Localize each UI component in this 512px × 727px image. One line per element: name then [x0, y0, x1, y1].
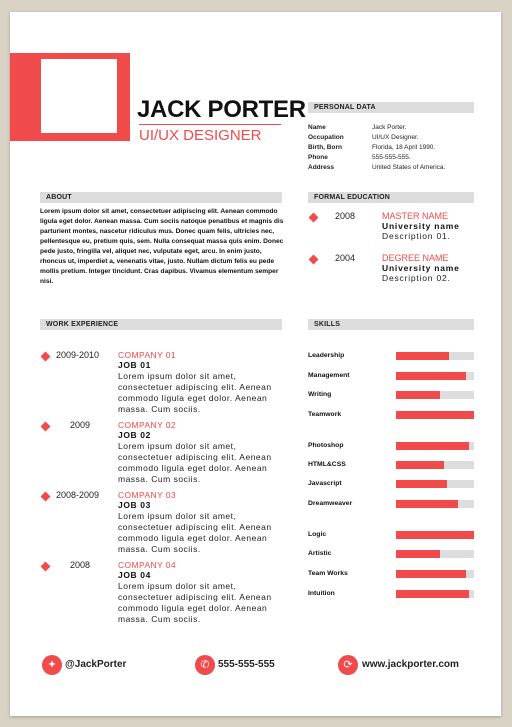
education-year: 2004: [335, 253, 356, 263]
skill-bar-track: [396, 442, 474, 450]
work-description: Lorem ipsum dolor sit amet, consectetuer adipiscing elit. Aenean commodo ligula eget dolor. Aenean massa. Cum sociis.: [118, 581, 272, 624]
skill-label: Logic: [308, 531, 327, 538]
work-job-title: JOB 03: [118, 500, 151, 510]
skill-bar-track: [396, 570, 474, 578]
work-company: COMPANY 01: [118, 350, 177, 360]
skills-heading: SKILLS: [308, 319, 474, 330]
skill-bar-fill: [396, 391, 440, 399]
skill-bar-track: [396, 550, 474, 558]
work-bullet: [41, 492, 51, 502]
skill-bar-fill: [396, 480, 447, 488]
skill-bar-fill: [396, 500, 458, 508]
skill-bar-fill: [396, 531, 474, 539]
skill-bar-fill: [396, 590, 469, 598]
education-university: University name: [382, 263, 460, 273]
education-description: Description 01.: [382, 231, 451, 241]
work-year: 2008: [70, 560, 91, 570]
phone-icon: ✆: [195, 655, 215, 675]
work-bullet: [41, 562, 51, 572]
personal-data-row: [308, 125, 406, 132]
skill-bar-track: [396, 590, 474, 598]
work-bullet: [41, 352, 51, 362]
personal-data-key: Address: [308, 164, 335, 171]
education-year: 2008: [335, 211, 356, 221]
education-title: DEGREE NAME: [382, 253, 449, 263]
education-heading: FORMAL EDUCATION: [308, 192, 474, 203]
skill-bar-track: [396, 461, 474, 469]
skill-label: Artistic: [308, 550, 332, 557]
skill-label: Teamwork: [308, 411, 342, 418]
title-divider: [139, 124, 281, 125]
education-bullet: [309, 213, 319, 223]
web-icon: ⟳: [338, 655, 358, 675]
skill-label: Writing: [308, 391, 332, 398]
skill-bar-track: [396, 480, 474, 488]
personal-data-key: Phone: [308, 154, 328, 161]
skill-bar-track: [396, 411, 474, 419]
skill-bar-fill: [396, 372, 466, 380]
skill-bar-track: [396, 531, 474, 539]
work-heading: WORK EXPERIENCE: [40, 319, 282, 330]
personal-data-heading: PERSONAL DATA: [308, 102, 474, 113]
personal-data-row: [308, 145, 435, 152]
personal-data-key: Birth, Born: [308, 144, 342, 151]
skill-bar-fill: [396, 550, 440, 558]
skill-label: HTML&CSS: [308, 461, 346, 468]
skill-label: Javascript: [308, 480, 342, 487]
work-description: Lorem ipsum dolor sit amet, consectetuer adipiscing elit. Aenean commodo ligula eget dolor. Aenean massa. Cum sociis.: [118, 371, 272, 414]
twitter-icon: ✦: [42, 655, 62, 675]
education-title: MASTER NAME: [382, 211, 449, 221]
personal-data-row: [308, 135, 419, 142]
skill-bar-fill: [396, 352, 449, 360]
skill-label: Dreamweaver: [308, 500, 353, 507]
skill-bar-fill: [396, 411, 474, 419]
skill-bar-track: [396, 391, 474, 399]
personal-data-row: [308, 165, 445, 172]
work-year: 2009-2010: [56, 350, 100, 360]
personal-data-key: Name: [308, 124, 326, 131]
person-title: UI/UX DESIGNER: [139, 127, 262, 144]
skill-label: Management: [308, 372, 350, 379]
personal-data-key: Occupation: [308, 134, 344, 141]
about-text: Lorem ipsum dolor sit amet, consectetuer adipiscing elit. Aenean commodo ligula eget dolor. Aenean massa. Cum sociis natoque penatibus et magnis dis parturient montes, nascetur ridiculus mus. Donec quam felis, ultricies nec, pellentesque eu, pretium quis, sem. Nulla consequat massa quis enim. Donec pede justo, fringilla vel, aliquet nec, vulputate eget, arcu. In enim justo, rhoncus ut, imperdiet a, venenatis vitae, justo. Nullam dictum felis eu pede mollis pretium. Integer tincidunt. Cras dapibus. Vivamus elementum semper nisi.: [40, 208, 284, 285]
profile-photo-placeholder: [41, 59, 117, 133]
work-company: COMPANY 03: [118, 490, 177, 500]
personal-data-value: 555-555-555.: [372, 154, 411, 161]
work-job-title: JOB 02: [118, 430, 151, 440]
skill-bar-track: [396, 352, 474, 360]
personal-data-value: UI/UX Designer.: [372, 134, 419, 141]
work-company: COMPANY 02: [118, 420, 177, 430]
resume-page: [10, 12, 501, 716]
skill-label: Team Works: [308, 570, 348, 577]
work-company: COMPANY 04: [118, 560, 177, 570]
education-description: Description 02.: [382, 273, 451, 283]
person-name: JACK PORTER: [137, 96, 306, 123]
skill-bar-track: [396, 372, 474, 380]
work-job-title: JOB 04: [118, 570, 151, 580]
skill-bar-fill: [396, 570, 466, 578]
personal-data-value: Jack Porter.: [372, 124, 407, 131]
skill-bar-track: [396, 500, 474, 508]
education-bullet: [309, 255, 319, 265]
personal-data-value: Florida, 18 April 1990.: [372, 144, 436, 151]
skill-bar-fill: [396, 442, 469, 450]
work-job-title: JOB 01: [118, 360, 151, 370]
personal-data-value: United States of America.: [372, 164, 446, 171]
twitter-handle[interactable]: @JackPorter: [65, 659, 127, 670]
work-year: 2009: [70, 420, 91, 430]
work-description: Lorem ipsum dolor sit amet, consectetuer adipiscing elit. Aenean commodo ligula eget dolor. Aenean massa. Cum sociis.: [118, 511, 272, 554]
skill-label: Photoshop: [308, 442, 344, 449]
education-university: University name: [382, 221, 460, 231]
work-year: 2008-2009: [56, 490, 100, 500]
about-heading: ABOUT: [40, 192, 282, 203]
skill-label: Leadership: [308, 352, 345, 359]
work-bullet: [41, 422, 51, 432]
skill-label: Intuition: [308, 590, 335, 597]
website-link[interactable]: www.jackporter.com: [362, 659, 459, 670]
personal-data-row: [308, 155, 411, 162]
phone-number[interactable]: 555-555-555: [218, 659, 275, 670]
skill-bar-fill: [396, 461, 444, 469]
work-description: Lorem ipsum dolor sit amet, consectetuer adipiscing elit. Aenean commodo ligula eget dolor. Aenean massa. Cum sociis.: [118, 441, 272, 484]
